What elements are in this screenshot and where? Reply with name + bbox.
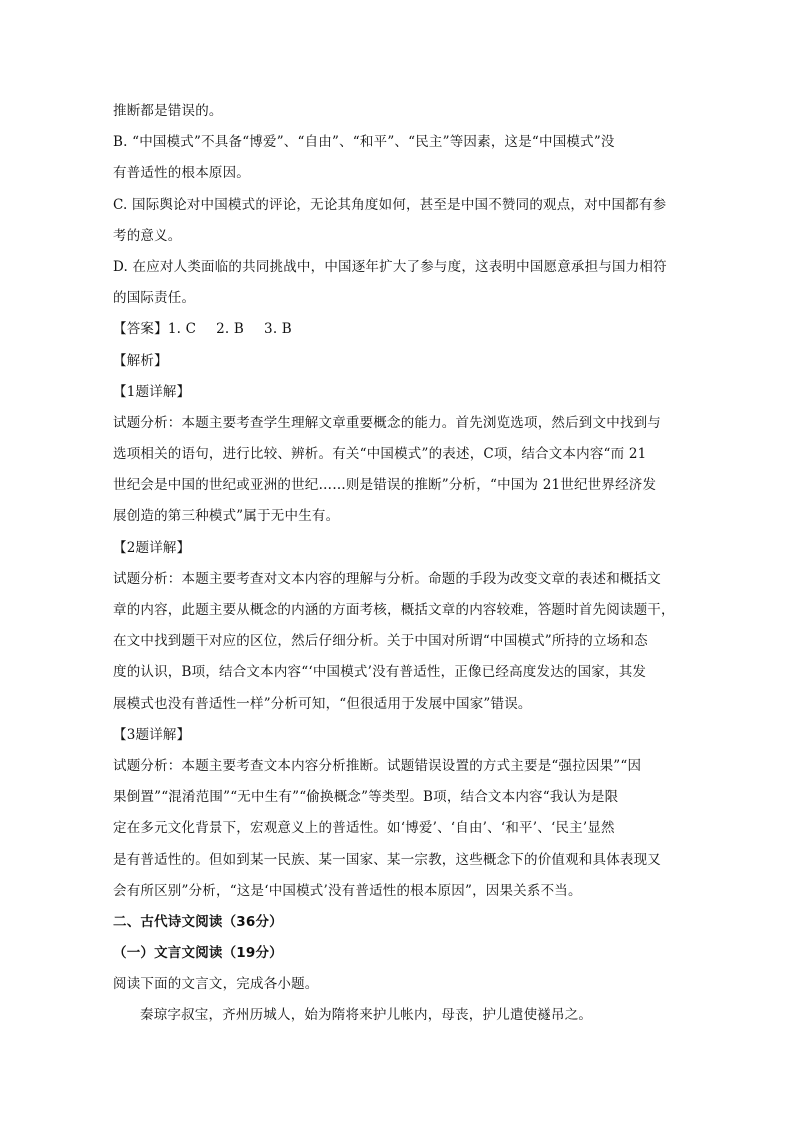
q3-text-line: 会有所区别”分析，“这是‘中国模式’没有普适性的根本原因”，因果关系不当。 xyxy=(113,882,582,899)
q2-text-line: 试题分析：本题主要考查对文本内容的理解与分析。命题的手段为改变文章的表述和概括文 xyxy=(113,570,661,587)
passage-text: 秦琼字叔宝，齐州历城人，始为隋将来护儿帐内，母丧，护儿遣使襚吊之。 xyxy=(140,1007,593,1024)
option-b-line-1: B. “中国模式”不具备“博爱”、“自由”、“和平”、“民主”等因素，这是“中国模式”没 xyxy=(113,134,615,151)
answer-item: 3. B xyxy=(264,321,292,338)
document-page xyxy=(113,96,685,1032)
answer-item: 2. B xyxy=(216,321,245,338)
analysis-heading: 【解析】 xyxy=(113,352,168,369)
text-line: 推断都是错误的。 xyxy=(113,103,223,119)
instruction-text: 阅读下面的文言文，完成各小题。 xyxy=(113,976,319,993)
answer-item: 1. C xyxy=(167,321,197,338)
option-b-line-2: 有普适性的根本原因。 xyxy=(113,165,250,182)
q3-heading: 【3题详解】 xyxy=(113,726,191,743)
answer-line xyxy=(113,314,685,345)
q3-text-line: 果倒置”“混淆范围”“无中生有”“偷换概念”等类型。B项，结合文本内容“我认为是限 xyxy=(113,789,619,806)
section-title: 二、古代诗文阅读（36分） xyxy=(113,913,283,930)
q1-text-line: 世纪会是中国的世纪或亚洲的世纪……则是错误的推断”分析，“中国为 21世纪世界经济发 xyxy=(113,477,657,494)
q1-text-line: 展创造的第三种模式”属于无中生有。 xyxy=(113,508,340,525)
option-d-line-2: 的国际责任。 xyxy=(113,290,196,307)
q1-text-line: 选项相关的语句，进行比较、辨析。有关“中国模式”的表述，C项，结合文本内容“而 21 xyxy=(113,446,647,463)
option-d-line-1: D. 在应对人类面临的共同挑战中，中国逐年扩大了参与度，这表明中国愿意承担与国力相符 xyxy=(113,258,667,275)
q1-text-line: 试题分析：本题主要考查学生理解文章重要概念的能力。首先浏览选项，然后到文中找到与 xyxy=(113,414,661,431)
q2-heading: 【2题详解】 xyxy=(113,539,191,556)
q3-text-line: 定在多元文化背景下，宏观意义上的普适性。如‘博爱’、‘自由’、‘和平’、‘民主’显然 xyxy=(113,820,615,837)
q3-text-line: 是有普适性的。但如到某一民族、某一国家、某一宗教，这些概念下的价值观和具体表现又 xyxy=(113,851,661,868)
q2-text-line: 度的认识，B项，结合文本内容“‘中国模式’没有普适性，正像已经高度发达的国家，其发 xyxy=(113,664,647,681)
option-c-line-2: 考的意义。 xyxy=(113,227,182,244)
answer-label: 【答案】 xyxy=(113,321,168,338)
q2-text-line: 展模式也没有普适性一样”分析可知，“但很适用于发展中国家”错误。 xyxy=(113,695,532,712)
option-c-line-1: C. 国际舆论对中国模式的评论，无论其角度如何，甚至是中国不赞同的观点，对中国都有参 xyxy=(113,196,667,213)
q3-text-line: 试题分析：本题主要考查文本内容分析推断。试题错误设置的方式主要是“强拉因果”“因 xyxy=(113,757,642,774)
q1-heading: 【1题详解】 xyxy=(113,383,191,400)
q2-text-line: 章的内容，此题主要从概念的内涵的方面考核，概括文章的内容较难，答题时首先阅读题干， xyxy=(113,602,675,618)
subsection-title: （一）文言文阅读（19分） xyxy=(113,945,283,962)
q2-text-line: 在文中找到题干对应的区位，然后仔细分析。关于中国对所谓“中国模式”所持的立场和态 xyxy=(113,633,648,650)
